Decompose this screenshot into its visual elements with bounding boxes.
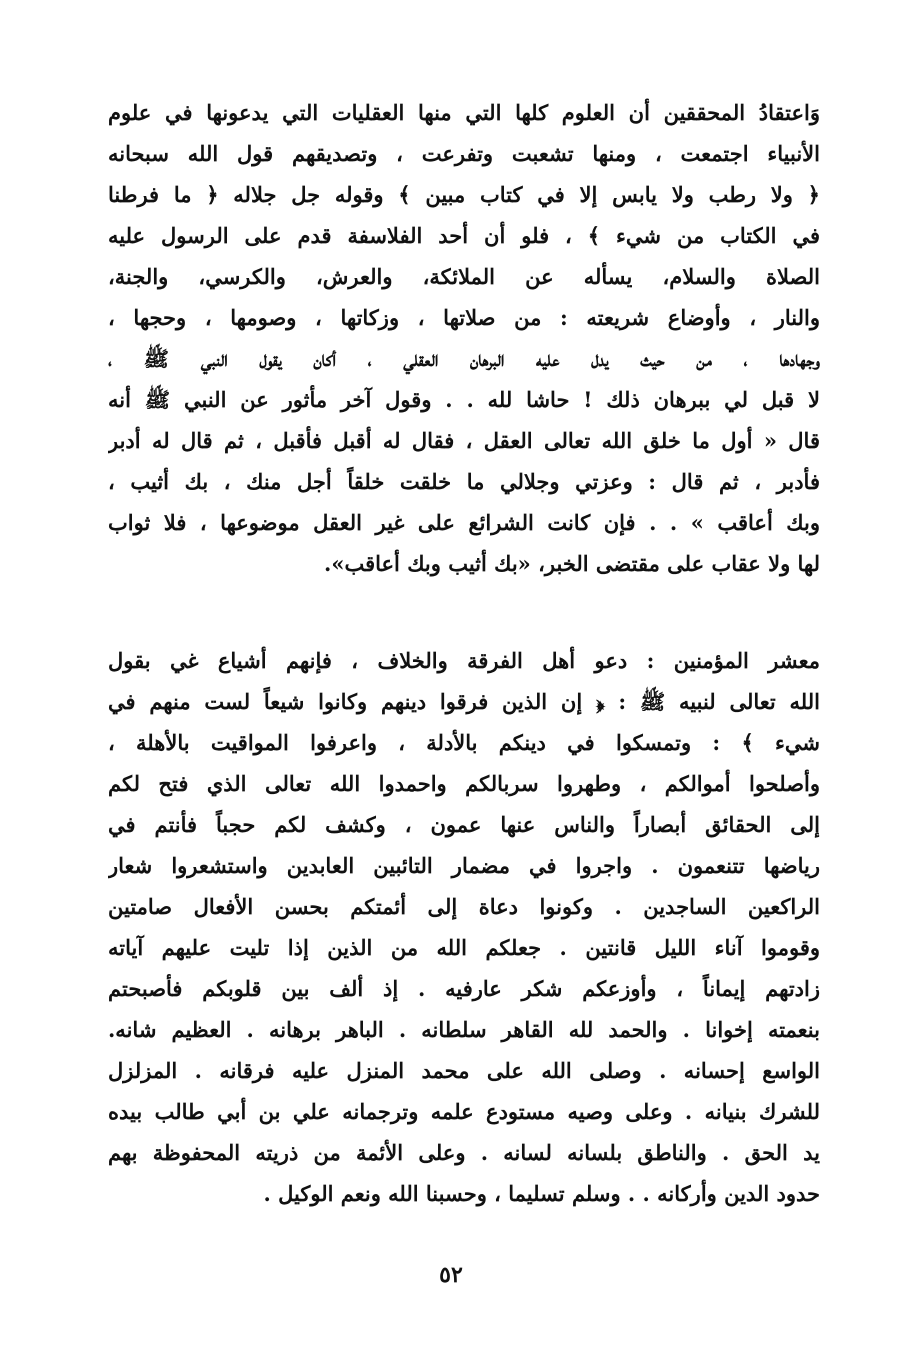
page-number: ٥٢ [439, 1262, 463, 1288]
text-line: الله تعالى لنبيه ﷺ : ﴿ إن الذين فرقوا دينهم وكانوا شيعاً لست منهم في [108, 689, 820, 714]
text-line: وقوموا آناء الليل قانتين . جعلكم الله من الذين إذا تليت عليهم آياته [108, 935, 820, 960]
text-line: يد الحق . والناطق بلسانه لسانه . وعلى الأئمة من ذريته المحفوظة بهم [108, 1140, 820, 1165]
paragraph-1 [108, 92, 820, 584]
text-line: ﴿ ولا رطب ولا يابس إلا في كتاب مبين ﴾ وقوله جل جلاله ﴿ ما فرطنا [108, 182, 820, 207]
text-line: والنار ، وأوضاع شريعته : من صلاتها ، وزكاتها ، وصومها ، وحجها ، [108, 305, 820, 330]
text-line: معشر المؤمنين : دعو أهل الفرقة والخلاف ، فإنهم أشياع غي بقول [108, 648, 820, 673]
text-line: إلى الحقائق أبصاراً والناس عنها عمون ، وكشف لكم حجباً فأنتم في [108, 812, 820, 837]
text-line: زادتهم إيماناً ، وأوزعكم شكر عارفيه . إذ ألف بين قلوبكم فأصبحتم [108, 976, 820, 1001]
text-line: شيء ﴾ : وتمسكوا في دينكم بالأدلة ، واعرفوا المواقيت بالأهلة ، [108, 730, 820, 755]
text-line: للشرك بنيانه . وعلى وصيه مستودع علمه وترجمانه علي بن أبي طالب بيده [108, 1099, 820, 1124]
text-line: رياضها تتنعمون . واجروا في مضمار التائبين العابدين واستشعروا شعار [108, 853, 820, 878]
text-line: لا قبل لي ببرهان ذلك ! حاشا لله . . وقول آخر مأثور عن النبي ﷺ أنه [108, 387, 820, 412]
text-line: الراكعين الساجدين . وكونوا دعاة إلى أئمتكم بحسن الأفعال صامتين [108, 894, 820, 919]
text-line: فأدبر ، ثم قال : وعزتي وجلالي ما خلقت خلقاً أجل منك ، بك أثيب ، [108, 469, 820, 494]
text-line: الأنبياء اجتمعت ، ومنها تشعبت وتفرعت ، وتصديقهم قول الله سبحانه [108, 141, 820, 166]
paragraph-2 [108, 640, 820, 1214]
text-line: قال « أول ما خلق الله تعالى العقل ، فقال له أقبل فأقبل ، ثم قال له أدبر [108, 428, 820, 453]
text-line: لها ولا عقاب على مقتضى الخبر، «بك أثيب وبك أعاقب». [324, 551, 820, 576]
text-line: وأصلحوا أموالكم ، وطهروا سربالكم واحمدوا الله تعالى الذي فتح لكم [108, 771, 820, 796]
text-line: وَاعتقادُ المحققين أن العلوم كلها التي منها العقليات التي يدعونها في علوم [108, 100, 820, 125]
text-line: في الكتاب من شيء ﴾ ، فلو أن أحد الفلاسفة قدم على الرسول عليه [108, 223, 820, 248]
text-line: وجهادها ، من حيث يدل عليه البرهان العقلي ، أكان يقول النبي ﷺ ، [108, 346, 820, 371]
text-line: الصلاة والسلام، يسأله عن الملائكة، والعرش، والكرسي، والجنة، [108, 264, 820, 289]
text-line: بنعمته إخوانا . والحمد لله القاهر سلطانه . الباهر برهانه . العظيم شانه. [108, 1017, 820, 1042]
text-line: حدود الدين وأركانه . . وسلم تسليما ، وحسبنا الله ونعم الوكيل . [263, 1181, 820, 1206]
text-line: الواسع إحسانه . وصلى الله على محمد المنزل عليه فرقانه . المزلزل [108, 1058, 820, 1083]
text-line: وبك أعاقب » . . فإن كانت الشرائع على غير العقل موضوعها ، فلا ثواب [108, 510, 820, 535]
